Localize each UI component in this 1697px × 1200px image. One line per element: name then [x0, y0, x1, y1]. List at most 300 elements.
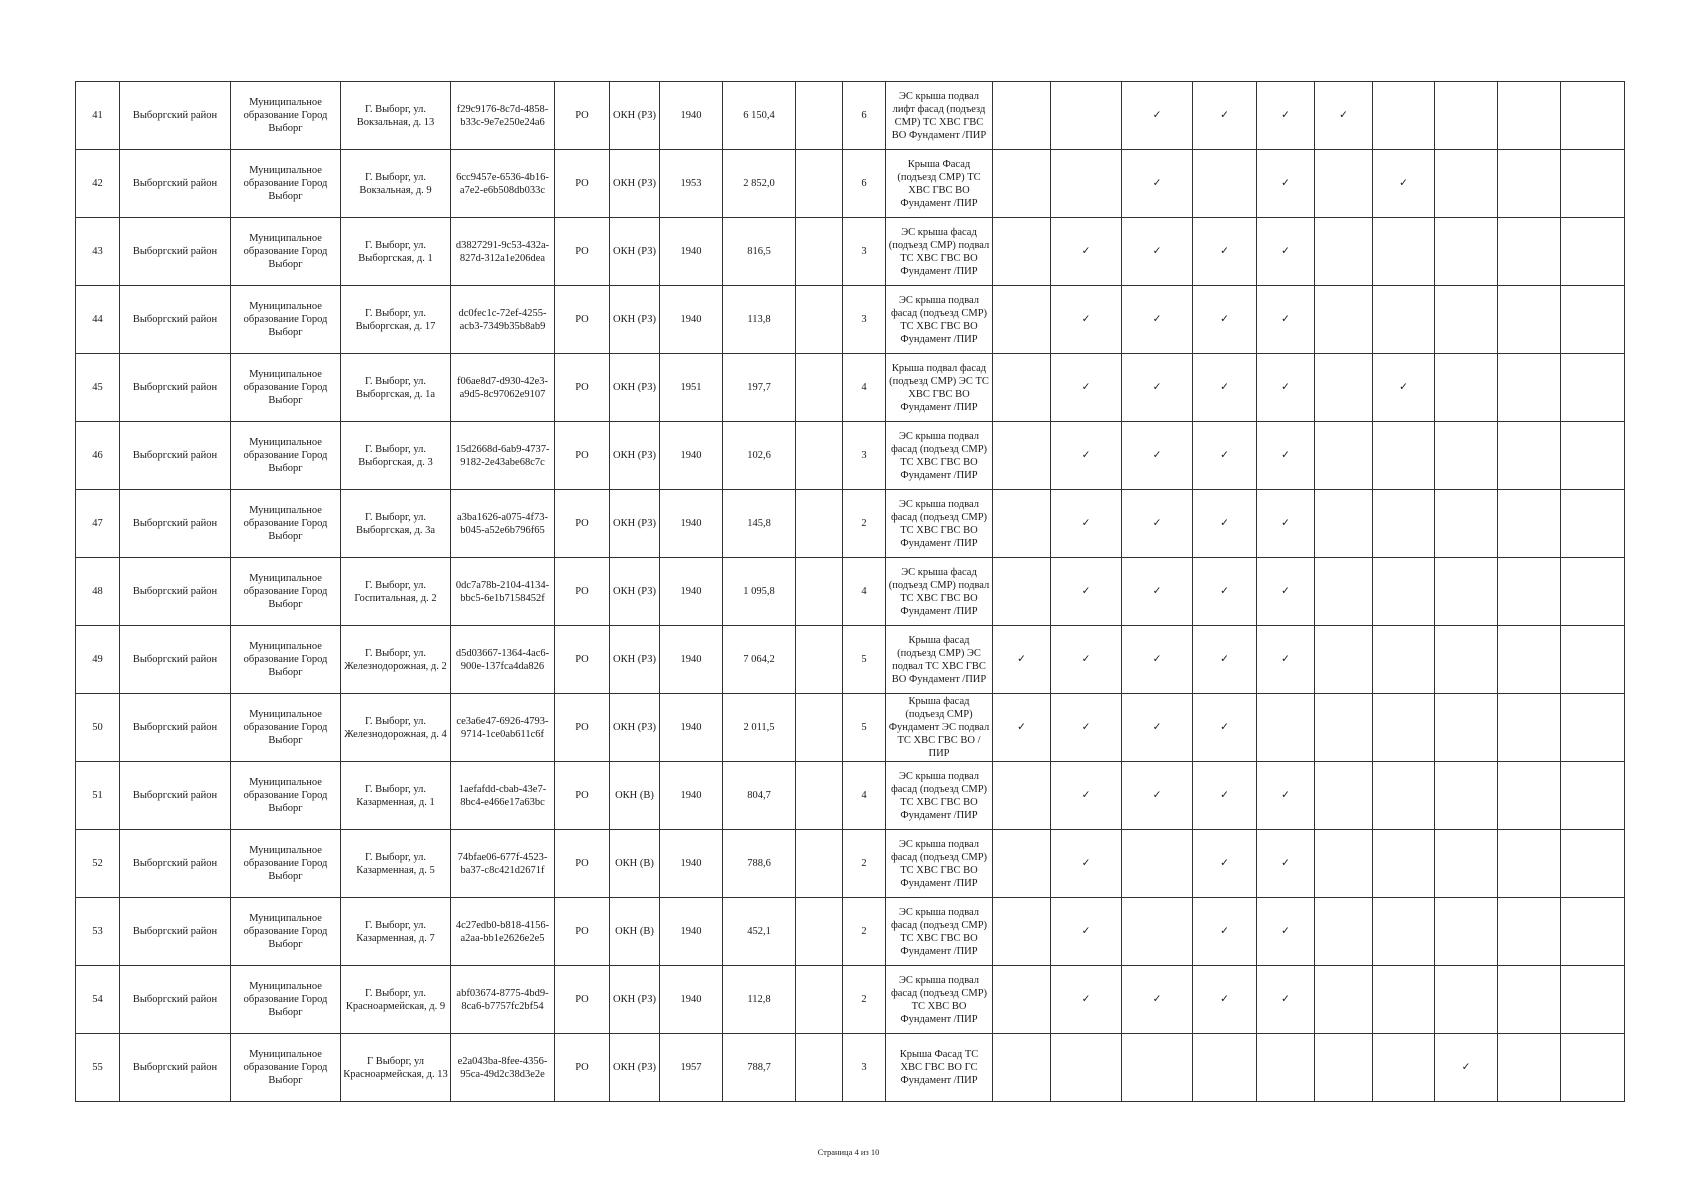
municipality-cell: Муниципальное образование Город Выборг: [231, 694, 341, 762]
table-row: [76, 286, 1625, 354]
fund-cell: РО: [555, 218, 610, 286]
address-cell: Г. Выборг, ул. Госпитальная, д. 2: [341, 558, 451, 626]
check-mark-icon: ✓: [1193, 830, 1257, 898]
empty-cell: [1498, 150, 1561, 218]
check-mark-icon: ✓: [1051, 830, 1122, 898]
empty-cell: [1373, 286, 1435, 354]
empty-cell: [1561, 82, 1625, 150]
empty-cell: [1498, 82, 1561, 150]
status-cell: ОКН (РЗ): [610, 558, 660, 626]
row-number: 48: [76, 558, 120, 626]
empty-cell: [796, 82, 843, 150]
empty-cell: [1498, 762, 1561, 830]
fund-cell: РО: [555, 286, 610, 354]
empty-cell: [1315, 898, 1373, 966]
empty-cell: [1561, 354, 1625, 422]
guid-cell: dc0fec1c-72ef-4255-acb3-7349b35b8ab9: [451, 286, 555, 354]
empty-cell: [796, 150, 843, 218]
table-row: [76, 694, 1625, 762]
works-cell: ЭС крыша подвал фасад (подъезд СМР) ТС ХВС ВО Фундамент /ПИР: [886, 966, 993, 1034]
empty-cell: [1498, 898, 1561, 966]
empty-cell: [796, 354, 843, 422]
district-cell: Выборгский район: [120, 422, 231, 490]
check-mark-icon: ✓: [1193, 558, 1257, 626]
municipality-cell: Муниципальное образование Город Выборг: [231, 82, 341, 150]
check-mark-icon: ✓: [1257, 82, 1315, 150]
empty-cell: [1435, 490, 1498, 558]
floors-cell: 3: [843, 422, 886, 490]
empty-cell: [796, 1034, 843, 1102]
year-cell: 1940: [660, 490, 723, 558]
empty-cell: [1373, 762, 1435, 830]
guid-cell: 6cc9457e-6536-4b16-a7e2-e6b508db033c: [451, 150, 555, 218]
address-cell: Г. Выборг, ул. Казарменная, д. 1: [341, 762, 451, 830]
empty-cell: [1498, 218, 1561, 286]
empty-cell: [1373, 490, 1435, 558]
municipality-cell: Муниципальное образование Город Выборг: [231, 626, 341, 694]
check-mark-icon: ✓: [1257, 626, 1315, 694]
works-cell: Крыша подвал фасад (подъезд СМР) ЭС ТС ХВС ГВС ВО Фундамент /ПИР: [886, 354, 993, 422]
status-cell: ОКН (РЗ): [610, 354, 660, 422]
check-mark-icon: ✓: [1193, 694, 1257, 762]
status-cell: ОКН (В): [610, 898, 660, 966]
check-mark-icon: ✓: [1257, 762, 1315, 830]
empty-cell: [1435, 82, 1498, 150]
district-cell: Выборгский район: [120, 966, 231, 1034]
municipality-cell: Муниципальное образование Город Выборг: [231, 558, 341, 626]
empty-cell: [1315, 286, 1373, 354]
check-mark-icon: ✓: [1257, 218, 1315, 286]
empty-cell: [1561, 898, 1625, 966]
row-number: 54: [76, 966, 120, 1034]
empty-cell: [993, 150, 1051, 218]
check-mark-icon: ✓: [1193, 898, 1257, 966]
fund-cell: РО: [555, 762, 610, 830]
empty-cell: [796, 218, 843, 286]
status-cell: ОКН (РЗ): [610, 82, 660, 150]
works-cell: ЭС крыша подвал фасад (подъезд СМР) ТС ХВС ГВС ВО Фундамент /ПИР: [886, 286, 993, 354]
status-cell: ОКН (РЗ): [610, 150, 660, 218]
empty-cell: [796, 966, 843, 1034]
empty-cell: [1051, 150, 1122, 218]
fund-cell: РО: [555, 82, 610, 150]
check-mark-icon: ✓: [1051, 286, 1122, 354]
empty-cell: [1373, 830, 1435, 898]
floors-cell: 6: [843, 150, 886, 218]
row-number: 50: [76, 694, 120, 762]
check-mark-icon: ✓: [1051, 626, 1122, 694]
works-cell: Крыша Фасад (подъезд СМР) ТС ХВС ГВС ВО Фундамент /ПИР: [886, 150, 993, 218]
district-cell: Выборгский район: [120, 218, 231, 286]
status-cell: ОКН (В): [610, 762, 660, 830]
table-row: [76, 422, 1625, 490]
row-number: 43: [76, 218, 120, 286]
fund-cell: РО: [555, 966, 610, 1034]
district-cell: Выборгский район: [120, 286, 231, 354]
empty-cell: [1051, 82, 1122, 150]
empty-cell: [993, 966, 1051, 1034]
row-number: 52: [76, 830, 120, 898]
check-mark-icon: ✓: [1122, 626, 1193, 694]
empty-cell: [1435, 626, 1498, 694]
empty-cell: [1435, 150, 1498, 218]
fund-cell: РО: [555, 1034, 610, 1102]
check-mark-icon: ✓: [993, 626, 1051, 694]
floors-cell: 2: [843, 490, 886, 558]
district-cell: Выборгский район: [120, 694, 231, 762]
table-row: [76, 82, 1625, 150]
check-mark-icon: ✓: [1122, 286, 1193, 354]
area-cell: 6 150,4: [723, 82, 796, 150]
check-mark-icon: ✓: [1122, 422, 1193, 490]
status-cell: ОКН (РЗ): [610, 218, 660, 286]
check-mark-icon: ✓: [1193, 354, 1257, 422]
check-mark-icon: ✓: [1193, 422, 1257, 490]
table-row: [76, 354, 1625, 422]
table-row: [76, 1034, 1625, 1102]
empty-cell: [796, 898, 843, 966]
empty-cell: [993, 1034, 1051, 1102]
empty-cell: [1435, 762, 1498, 830]
empty-cell: [1315, 218, 1373, 286]
empty-cell: [1498, 1034, 1561, 1102]
empty-cell: [1373, 694, 1435, 762]
empty-cell: [1315, 558, 1373, 626]
works-cell: ЭС крыша подвал фасад (подъезд СМР) ТС ХВС ГВС ВО Фундамент /ПИР: [886, 830, 993, 898]
address-cell: Г. Выборг, ул. Выборгская, д. 3а: [341, 490, 451, 558]
empty-cell: [1561, 626, 1625, 694]
empty-cell: [1315, 762, 1373, 830]
district-cell: Выборгский район: [120, 490, 231, 558]
municipality-cell: Муниципальное образование Город Выборг: [231, 1034, 341, 1102]
empty-cell: [1561, 218, 1625, 286]
area-cell: 788,6: [723, 830, 796, 898]
guid-cell: abf03674-8775-4bd9-8ca6-b7757fc2bf54: [451, 966, 555, 1034]
municipality-cell: Муниципальное образование Город Выборг: [231, 286, 341, 354]
check-mark-icon: ✓: [1193, 286, 1257, 354]
works-cell: Крыша Фасад ТС ХВС ГВС ВО ГС Фундамент /ПИР: [886, 1034, 993, 1102]
fund-cell: РО: [555, 354, 610, 422]
address-cell: Г. Выборг, ул. Вокзальная, д. 9: [341, 150, 451, 218]
empty-cell: [1435, 218, 1498, 286]
empty-cell: [1561, 286, 1625, 354]
empty-cell: [1498, 286, 1561, 354]
year-cell: 1940: [660, 898, 723, 966]
row-number: 55: [76, 1034, 120, 1102]
empty-cell: [1315, 354, 1373, 422]
works-cell: ЭС крыша подвал фасад (подъезд СМР) ТС ХВС ГВС ВО Фундамент /ПИР: [886, 762, 993, 830]
empty-cell: [1193, 1034, 1257, 1102]
empty-cell: [993, 286, 1051, 354]
empty-cell: [1122, 830, 1193, 898]
municipality-cell: Муниципальное образование Город Выборг: [231, 422, 341, 490]
empty-cell: [1193, 150, 1257, 218]
empty-cell: [796, 694, 843, 762]
empty-cell: [1435, 966, 1498, 1034]
housing-stock-table: [75, 81, 1625, 1102]
floors-cell: 3: [843, 286, 886, 354]
floors-cell: 6: [843, 82, 886, 150]
area-cell: 102,6: [723, 422, 796, 490]
municipality-cell: Муниципальное образование Город Выборг: [231, 762, 341, 830]
empty-cell: [1373, 558, 1435, 626]
check-mark-icon: ✓: [1257, 558, 1315, 626]
empty-cell: [796, 558, 843, 626]
area-cell: 7 064,2: [723, 626, 796, 694]
status-cell: ОКН (РЗ): [610, 1034, 660, 1102]
empty-cell: [1373, 1034, 1435, 1102]
empty-cell: [993, 558, 1051, 626]
empty-cell: [1373, 966, 1435, 1034]
municipality-cell: Муниципальное образование Город Выборг: [231, 150, 341, 218]
floors-cell: 4: [843, 354, 886, 422]
guid-cell: f06ae8d7-d930-42e3-a9d5-8c97062e9107: [451, 354, 555, 422]
year-cell: 1953: [660, 150, 723, 218]
area-cell: 804,7: [723, 762, 796, 830]
check-mark-icon: ✓: [1051, 898, 1122, 966]
empty-cell: [1561, 1034, 1625, 1102]
status-cell: ОКН (РЗ): [610, 286, 660, 354]
guid-cell: 0dc7a78b-2104-4134-bbc5-6e1b7158452f: [451, 558, 555, 626]
check-mark-icon: ✓: [1193, 218, 1257, 286]
empty-cell: [1561, 558, 1625, 626]
area-cell: 113,8: [723, 286, 796, 354]
empty-cell: [1561, 490, 1625, 558]
municipality-cell: Муниципальное образование Город Выборг: [231, 490, 341, 558]
district-cell: Выборгский район: [120, 762, 231, 830]
empty-cell: [993, 762, 1051, 830]
check-mark-icon: ✓: [1193, 82, 1257, 150]
guid-cell: a3ba1626-a075-4f73-b045-a52e6b796f65: [451, 490, 555, 558]
check-mark-icon: ✓: [1257, 286, 1315, 354]
empty-cell: [1498, 422, 1561, 490]
table-row: [76, 558, 1625, 626]
table-row: [76, 762, 1625, 830]
empty-cell: [796, 626, 843, 694]
empty-cell: [1498, 558, 1561, 626]
status-cell: ОКН (РЗ): [610, 966, 660, 1034]
check-mark-icon: ✓: [1051, 558, 1122, 626]
check-mark-icon: ✓: [1051, 490, 1122, 558]
year-cell: 1940: [660, 558, 723, 626]
empty-cell: [1435, 354, 1498, 422]
empty-cell: [993, 82, 1051, 150]
table-row: [76, 898, 1625, 966]
fund-cell: РО: [555, 490, 610, 558]
table-body: [76, 82, 1625, 1102]
works-cell: Крыша фасад (подъезд СМР) Фундамент ЭС подвал ТС ХВС ГВС ВО /ПИР: [886, 694, 993, 762]
check-mark-icon: ✓: [1257, 150, 1315, 218]
check-mark-icon: ✓: [1257, 830, 1315, 898]
empty-cell: [1498, 490, 1561, 558]
status-cell: ОКН (РЗ): [610, 626, 660, 694]
year-cell: 1940: [660, 82, 723, 150]
address-cell: Г. Выборг, ул. Выборгская, д. 1: [341, 218, 451, 286]
empty-cell: [1315, 830, 1373, 898]
table-row: [76, 966, 1625, 1034]
guid-cell: d5d03667-1364-4ac6-900e-137fca4da826: [451, 626, 555, 694]
guid-cell: d3827291-9c53-432a-827d-312a1e206dea: [451, 218, 555, 286]
year-cell: 1957: [660, 1034, 723, 1102]
empty-cell: [796, 490, 843, 558]
empty-cell: [1257, 1034, 1315, 1102]
fund-cell: РО: [555, 694, 610, 762]
area-cell: 1 095,8: [723, 558, 796, 626]
check-mark-icon: ✓: [1193, 626, 1257, 694]
area-cell: 788,7: [723, 1034, 796, 1102]
empty-cell: [1435, 830, 1498, 898]
empty-cell: [1122, 1034, 1193, 1102]
empty-cell: [796, 762, 843, 830]
check-mark-icon: ✓: [1122, 150, 1193, 218]
address-cell: Г. Выборг, ул. Казарменная, д. 5: [341, 830, 451, 898]
check-mark-icon: ✓: [1051, 762, 1122, 830]
floors-cell: 5: [843, 626, 886, 694]
guid-cell: 15d2668d-6ab9-4737-9182-2e43abe68c7c: [451, 422, 555, 490]
empty-cell: [1315, 490, 1373, 558]
check-mark-icon: ✓: [1122, 82, 1193, 150]
fund-cell: РО: [555, 422, 610, 490]
guid-cell: 4c27edb0-b818-4156-a2aa-bb1e2626e2e5: [451, 898, 555, 966]
floors-cell: 3: [843, 1034, 886, 1102]
works-cell: ЭС крыша подвал фасад (подъезд СМР) ТС ХВС ГВС ВО Фундамент /ПИР: [886, 422, 993, 490]
empty-cell: [993, 490, 1051, 558]
empty-cell: [796, 422, 843, 490]
address-cell: Г. Выборг, ул. Вокзальная, д. 13: [341, 82, 451, 150]
guid-cell: 1aefafdd-cbab-43e7-8bc4-e466e17a63bc: [451, 762, 555, 830]
empty-cell: [1561, 150, 1625, 218]
check-mark-icon: ✓: [1122, 966, 1193, 1034]
municipality-cell: Муниципальное образование Город Выборг: [231, 966, 341, 1034]
empty-cell: [1561, 966, 1625, 1034]
status-cell: ОКН (РЗ): [610, 490, 660, 558]
area-cell: 112,8: [723, 966, 796, 1034]
fund-cell: РО: [555, 830, 610, 898]
empty-cell: [1561, 694, 1625, 762]
works-cell: ЭС крыша подвал фасад (подъезд СМР) ТС ХВС ГВС ВО Фундамент /ПИР: [886, 490, 993, 558]
floors-cell: 2: [843, 898, 886, 966]
table-row: [76, 150, 1625, 218]
municipality-cell: Муниципальное образование Город Выборг: [231, 218, 341, 286]
empty-cell: [1373, 422, 1435, 490]
area-cell: 2 852,0: [723, 150, 796, 218]
check-mark-icon: ✓: [1051, 218, 1122, 286]
check-mark-icon: ✓: [1122, 490, 1193, 558]
empty-cell: [1373, 218, 1435, 286]
municipality-cell: Муниципальное образование Город Выборг: [231, 354, 341, 422]
works-cell: ЭС крыша фасад (подъезд СМР) подвал ТС ХВС ГВС ВО Фундамент /ПИР: [886, 558, 993, 626]
district-cell: Выборгский район: [120, 150, 231, 218]
check-mark-icon: ✓: [1122, 694, 1193, 762]
check-mark-icon: ✓: [1373, 150, 1435, 218]
check-mark-icon: ✓: [1051, 694, 1122, 762]
address-cell: Г. Выборг, ул. Красноармейская, д. 9: [341, 966, 451, 1034]
floors-cell: 2: [843, 830, 886, 898]
year-cell: 1940: [660, 762, 723, 830]
fund-cell: РО: [555, 558, 610, 626]
status-cell: ОКН (РЗ): [610, 422, 660, 490]
check-mark-icon: ✓: [1193, 762, 1257, 830]
municipality-cell: Муниципальное образование Город Выборг: [231, 898, 341, 966]
check-mark-icon: ✓: [1051, 354, 1122, 422]
row-number: 53: [76, 898, 120, 966]
works-cell: ЭС крыша подвал фасад (подъезд СМР) ТС ХВС ГВС ВО Фундамент /ПИР: [886, 898, 993, 966]
works-cell: ЭС крыша фасад (подъезд СМР) подвал ТС ХВС ГВС ВО Фундамент /ПИР: [886, 218, 993, 286]
empty-cell: [1122, 898, 1193, 966]
empty-cell: [993, 354, 1051, 422]
year-cell: 1940: [660, 694, 723, 762]
empty-cell: [1435, 694, 1498, 762]
area-cell: 145,8: [723, 490, 796, 558]
check-mark-icon: ✓: [993, 694, 1051, 762]
area-cell: 452,1: [723, 898, 796, 966]
guid-cell: f29c9176-8c7d-4858-b33c-9e7e250e24a6: [451, 82, 555, 150]
check-mark-icon: ✓: [1051, 422, 1122, 490]
check-mark-icon: ✓: [1122, 762, 1193, 830]
empty-cell: [1315, 1034, 1373, 1102]
check-mark-icon: ✓: [1193, 490, 1257, 558]
year-cell: 1940: [660, 422, 723, 490]
area-cell: 816,5: [723, 218, 796, 286]
check-mark-icon: ✓: [1257, 490, 1315, 558]
table-row: [76, 626, 1625, 694]
empty-cell: [1498, 830, 1561, 898]
area-cell: 2 011,5: [723, 694, 796, 762]
empty-cell: [1498, 354, 1561, 422]
empty-cell: [993, 422, 1051, 490]
empty-cell: [1373, 898, 1435, 966]
table-row: [76, 218, 1625, 286]
address-cell: Г. Выборг, ул. Железнодорожная, д. 2: [341, 626, 451, 694]
area-cell: 197,7: [723, 354, 796, 422]
check-mark-icon: ✓: [1122, 558, 1193, 626]
address-cell: Г. Выборг, ул. Выборгская, д. 3: [341, 422, 451, 490]
row-number: 51: [76, 762, 120, 830]
district-cell: Выборгский район: [120, 626, 231, 694]
year-cell: 1940: [660, 626, 723, 694]
row-number: 42: [76, 150, 120, 218]
empty-cell: [1435, 286, 1498, 354]
empty-cell: [796, 286, 843, 354]
empty-cell: [1257, 694, 1315, 762]
row-number: 45: [76, 354, 120, 422]
row-number: 49: [76, 626, 120, 694]
row-number: 41: [76, 82, 120, 150]
table-row: [76, 830, 1625, 898]
address-cell: Г Выборг, ул Красноармейская, д. 13: [341, 1034, 451, 1102]
fund-cell: РО: [555, 150, 610, 218]
empty-cell: [993, 898, 1051, 966]
district-cell: Выборгский район: [120, 354, 231, 422]
guid-cell: ce3a6e47-6926-4793-9714-1ce0ab611c6f: [451, 694, 555, 762]
guid-cell: 74bfae06-677f-4523-ba37-c8c421d2671f: [451, 830, 555, 898]
address-cell: Г. Выборг, ул. Выборгская, д. 17: [341, 286, 451, 354]
status-cell: ОКН (РЗ): [610, 694, 660, 762]
table-row: [76, 490, 1625, 558]
empty-cell: [796, 830, 843, 898]
year-cell: 1940: [660, 966, 723, 1034]
check-mark-icon: ✓: [1051, 966, 1122, 1034]
address-cell: Г. Выборг, ул. Казарменная, д. 7: [341, 898, 451, 966]
empty-cell: [1051, 1034, 1122, 1102]
floors-cell: 4: [843, 762, 886, 830]
guid-cell: e2a043ba-8fee-4356-95ca-49d2c38d3e2e: [451, 1034, 555, 1102]
works-cell: ЭС крыша подвал лифт фасад (подъезд СМР) ТС ХВС ГВС ВО Фундамент /ПИР: [886, 82, 993, 150]
empty-cell: [1435, 898, 1498, 966]
check-mark-icon: ✓: [1315, 82, 1373, 150]
page-footer: Страница 4 из 10: [817, 1147, 880, 1157]
municipality-cell: Муниципальное образование Город Выборг: [231, 830, 341, 898]
